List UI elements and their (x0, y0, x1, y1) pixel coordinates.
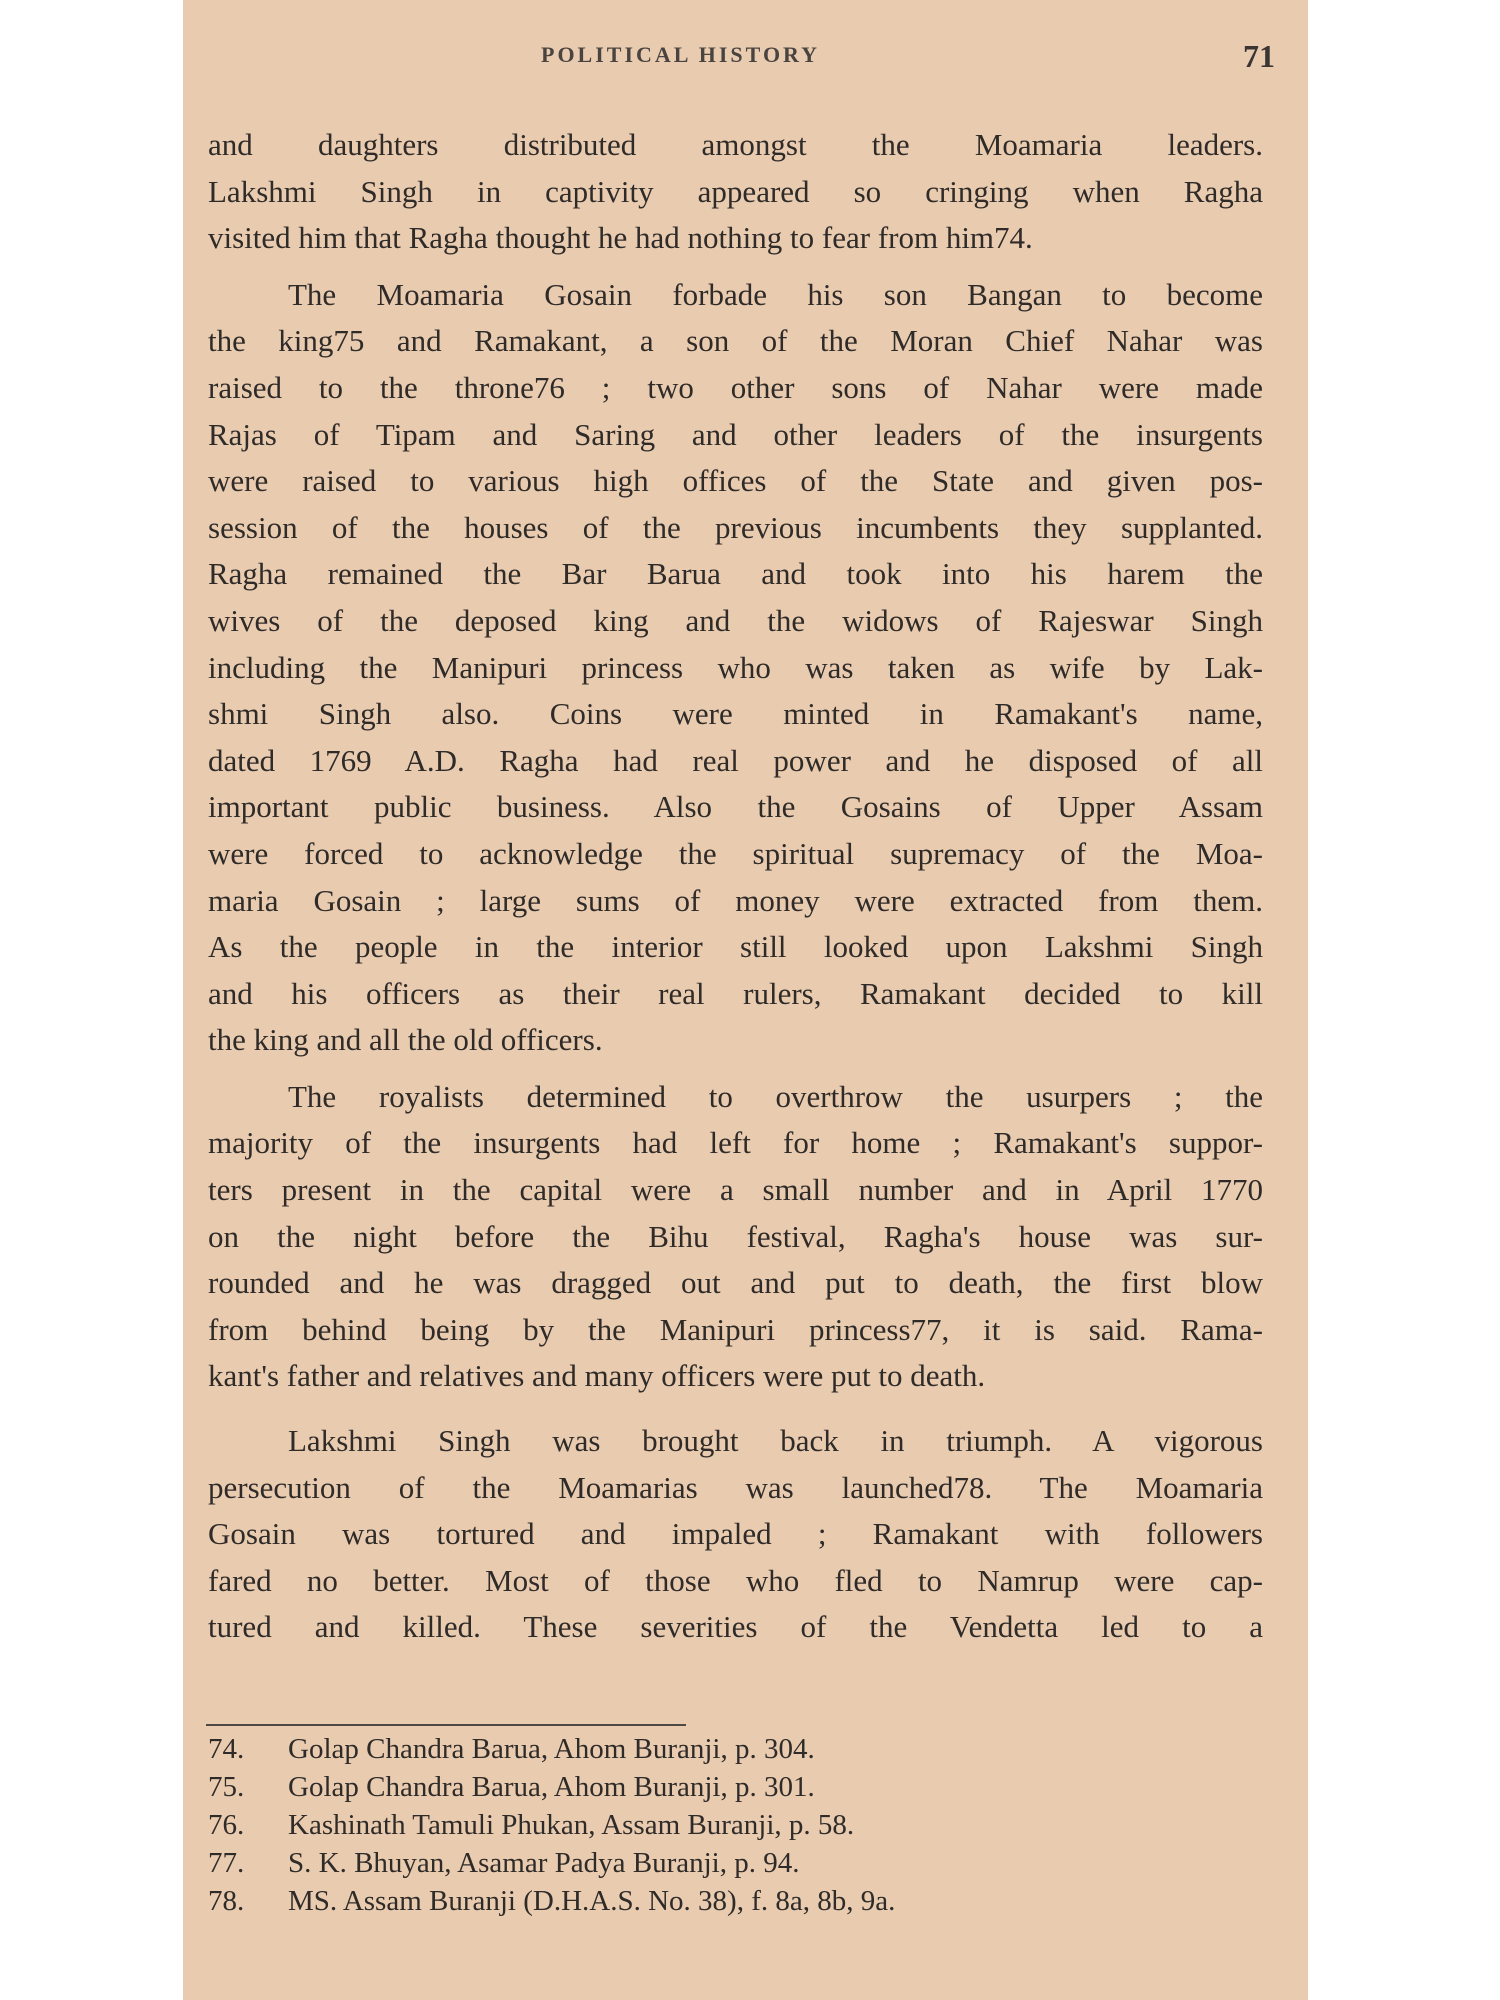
text-line: visited him that Ragha thought he had nothing to fear from him74. (208, 220, 1033, 256)
paragraph-1 (208, 122, 1263, 262)
text-line: fared no better. Most of those who fled to Namrup were cap- (208, 1562, 1263, 1598)
text-line: Rajas of Tipam and Saring and other leaders of the insurgents (208, 416, 1263, 452)
book-page (183, 0, 1308, 2000)
footnote (208, 1730, 1208, 1768)
footnote-text: MS. Assam Buranji (D.H.A.S. No. 38), f. 8a, 8b, 9a. (288, 1885, 896, 1917)
text-line: wives of the deposed king and the widows of Rajeswar Singh (208, 602, 1263, 638)
text-line: the king75 and Ramakant, a son of the Moran Chief Nahar was (208, 323, 1263, 359)
text-line: dated 1769 A.D. Ragha had real power and he disposed of all (208, 742, 1263, 778)
text-line: including the Manipuri princess who was taken as wife by Lak- (208, 649, 1263, 685)
paragraph-3 (208, 1074, 1263, 1400)
text-line: important public business. Also the Gosains of Upper Assam (208, 789, 1263, 825)
text-line: majority of the insurgents had left for home ; Ramakant's suppor- (208, 1125, 1263, 1161)
text-line: Gosain was tortured and impaled ; Ramakant with followers (208, 1516, 1263, 1552)
text-line: maria Gosain ; large sums of money were extracted from them. (208, 882, 1263, 918)
text-line: the king and all the old officers. (208, 1022, 603, 1058)
footnote-number: 76. (208, 1809, 245, 1841)
text-line: Lakshmi Singh was brought back in triumph. A vigorous (288, 1423, 1263, 1459)
paragraph-gap (208, 1400, 1263, 1418)
text-line: The royalists determined to overthrow the usurpers ; the (288, 1078, 1263, 1114)
running-head (183, 38, 1308, 78)
paragraph-2 (208, 272, 1263, 1064)
text-line: kant's father and relatives and many officers were put to death. (208, 1358, 986, 1394)
text-line: Ragha remained the Bar Barua and took into his harem the (208, 556, 1263, 592)
body-text (208, 122, 1263, 1651)
footnote-text: Golap Chandra Barua, Ahom Buranji, p. 301. (288, 1771, 815, 1803)
footnote-number: 77. (208, 1847, 245, 1879)
footnote (208, 1806, 1208, 1844)
footnote-number: 75. (208, 1771, 245, 1803)
text-line: Lakshmi Singh in captivity appeared so cringing when Ragha (208, 173, 1263, 209)
paragraph-4 (208, 1418, 1263, 1651)
text-line: The Moamaria Gosain forbade his son Bangan to become (288, 276, 1263, 312)
paragraph-gap (208, 262, 1263, 272)
text-line: session of the houses of the previous incumbents they supplanted. (208, 509, 1263, 545)
text-line: raised to the throne76 ; two other sons of Nahar were made (208, 369, 1263, 405)
text-line: on the night before the Bihu festival, Ragha's house was sur- (208, 1218, 1263, 1254)
footnote (208, 1768, 1208, 1806)
footnote (208, 1882, 1208, 1920)
footnote-text: Golap Chandra Barua, Ahom Buranji, p. 304. (288, 1733, 815, 1765)
text-line: from behind being by the Manipuri princess77, it is said. Rama- (208, 1311, 1263, 1347)
text-line: ters present in the capital were a small number and in April 1770 (208, 1172, 1263, 1208)
footnote-text: Kashinath Tamuli Phukan, Assam Buranji, p. 58. (288, 1809, 855, 1841)
text-line: were forced to acknowledge the spiritual supremacy of the Moa- (208, 835, 1263, 871)
text-line: were raised to various high offices of the State and given pos- (208, 463, 1263, 499)
page-number: 71 (1243, 38, 1275, 74)
footnotes (208, 1730, 1208, 1920)
running-title: POLITICAL HISTORY (541, 42, 821, 67)
footnote (208, 1844, 1208, 1882)
text-line: and daughters distributed amongst the Moamaria leaders. (208, 127, 1263, 162)
text-line: persecution of the Moamarias was launched78. The Moamaria (208, 1469, 1263, 1505)
text-line: rounded and he was dragged out and put to death, the first blow (208, 1265, 1263, 1301)
text-line: shmi Singh also. Coins were minted in Ramakant's name, (208, 696, 1263, 732)
text-line: As the people in the interior still looked upon Lakshmi Singh (208, 929, 1263, 965)
text-line: and his officers as their real rulers, Ramakant decided to kill (208, 975, 1263, 1011)
footnote-number: 74. (208, 1733, 245, 1765)
text-line: tured and killed. These severities of the Vendetta led to a (208, 1609, 1263, 1645)
footnote-number: 78. (208, 1885, 245, 1917)
footnote-text: S. K. Bhuyan, Asamar Padya Buranji, p. 94. (288, 1847, 800, 1879)
paragraph-gap (208, 1064, 1263, 1074)
footnote-divider (206, 1724, 686, 1726)
